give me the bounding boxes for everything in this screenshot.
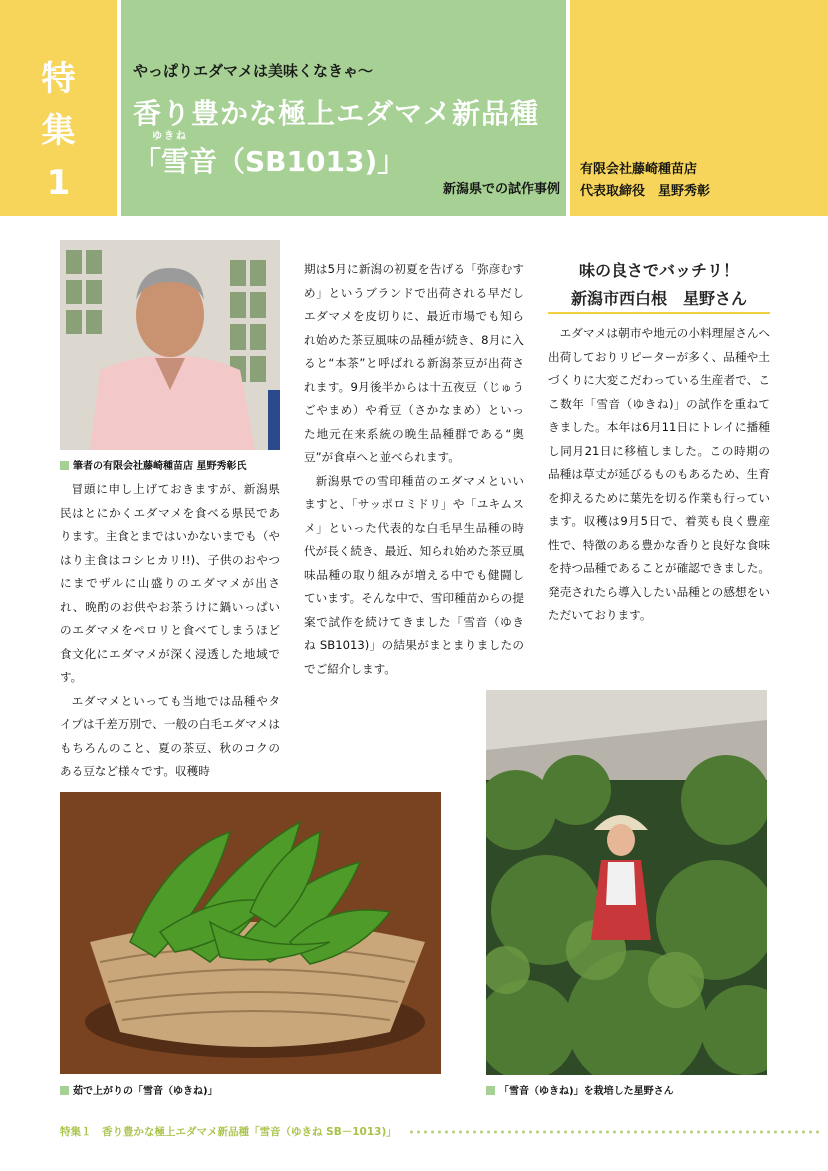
sidebar-heading-1: 味の良さでバッチリ！ <box>578 261 739 280</box>
feature-label-char-2: 集 <box>41 111 76 151</box>
author-name: 代表取締役 星野秀彰 <box>580 184 711 199</box>
title-ruby: ゆきね <box>152 131 188 142</box>
title-line-1: 香り豊かな極上エダマメ新品種 <box>133 97 540 130</box>
sidebar-divider <box>548 312 770 314</box>
paragraph: 冒頭に申し上げておきますが、新潟県民はとにかくエダマメを食べる県民であります。主食とまではいかないまでも（やはり主食はコシヒカリ!!)、子供のおやつにまでザルに山盛りのエダマメが出され、晩酌のお供やお茶うけに鍋いっぱいのエダマメをペロリと食べてしまうほど食文化にエダマメが深く浸透した地域です。 <box>60 482 280 684</box>
photo1-caption <box>60 457 246 472</box>
kicker: やっぱりエダマメは美味くなきゃ～ <box>133 62 374 80</box>
running-footer: 特集１ 香り豊かな極上エダマメ新品種「雪音（ゆきね SB－1013)」 <box>60 1126 397 1138</box>
paragraph: エダマメといっても当地では品種やタイプは千差万別で、一般の白毛エダマメはもちろんのこと、夏の茶豆、秋のコクのある豆など様々です。収穫時 <box>60 693 280 778</box>
farmer-field-image <box>486 690 767 1075</box>
photo2-caption-text: 茹で上がりの「雪音（ゆきね)」 <box>73 1086 218 1097</box>
feature-label-char-1: 特 <box>41 59 76 99</box>
caption-marker <box>60 461 69 470</box>
article-column-1 <box>60 478 280 784</box>
farmer-photo <box>486 690 767 1075</box>
caption-marker <box>60 1086 69 1095</box>
caption-marker <box>486 1086 495 1095</box>
portrait-image <box>60 240 280 450</box>
photo1-caption-text: 筆者の有限会社藤崎種苗店 星野秀彰氏 <box>73 461 247 472</box>
article-column-2 <box>304 258 524 681</box>
sidebar-heading-2: 新潟市西白根 星野さん <box>570 289 747 308</box>
edamame-basket-image <box>60 792 441 1074</box>
paragraph: エダマメは朝市や地元の小料理屋さんへ出荷しておりリピーターが多く、品種や土づくりに大変こだわっている生産者で、ここ数年「雪音（ゆきね)」の試作を重ねてきました。本年は6月11日にトレイに播種し同月21日に移植しました。この時期の品種は草丈が延びるものもあるため、生育を抑えるために葉先を切る作業も行っています。収穫は9月5日で、着莢も良く豊産性で、特徴のある豊かな香りと良好な食味を持つ品種であることが確認できました。発売されたら導入したい品種との感想をいただいております。 <box>548 326 770 622</box>
edamame-photo <box>60 792 441 1074</box>
feature-label-char-3: 1 <box>46 163 71 203</box>
paragraph: 期は5月に新潟の初夏を告げる「弥彦むすめ」というブランドで出荷される早だしエダマメを皮切りに、最近市場でも知られ始めた茶豆風味の品種が続き、8月に入ると“本茶”と呼ばれる新潟茶豆が出荷されます。9月後半からは十五夜豆（じゅうごやまめ）や肴豆（さかなまめ）といった地元在来系統の晩生品種群である“奥豆”が食卓へと並べられます。 <box>304 262 524 464</box>
photo3-caption-text: 「雪音（ゆきね)」を栽培した星野さん <box>499 1086 674 1097</box>
author-photo <box>60 240 280 450</box>
article-column-3 <box>548 322 770 628</box>
subtitle: 新潟県での試作事例 <box>442 182 560 197</box>
photo3-caption <box>486 1082 674 1097</box>
title-line-2: 「雪音（SB1013)」 <box>133 145 406 178</box>
author-company: 有限会社藤崎種苗店 <box>580 162 698 177</box>
photo2-caption <box>60 1082 218 1097</box>
paragraph: 新潟県での雪印種苗のエダマメといいますと、「サッポロミドリ」や「ユキムスメ」といった代表的な白毛早生品種の時代が長く続き、最近、知られ始めた茶豆風味品種の取り組みが増える中でも健闘しています。そんな中で、雪印種苗からの提案で試作を続けてきました「雪音（ゆきね SB1013)」の結果がまとまりましたのでご紹介します。 <box>304 473 524 676</box>
footer-dotted-rule <box>408 1130 823 1134</box>
